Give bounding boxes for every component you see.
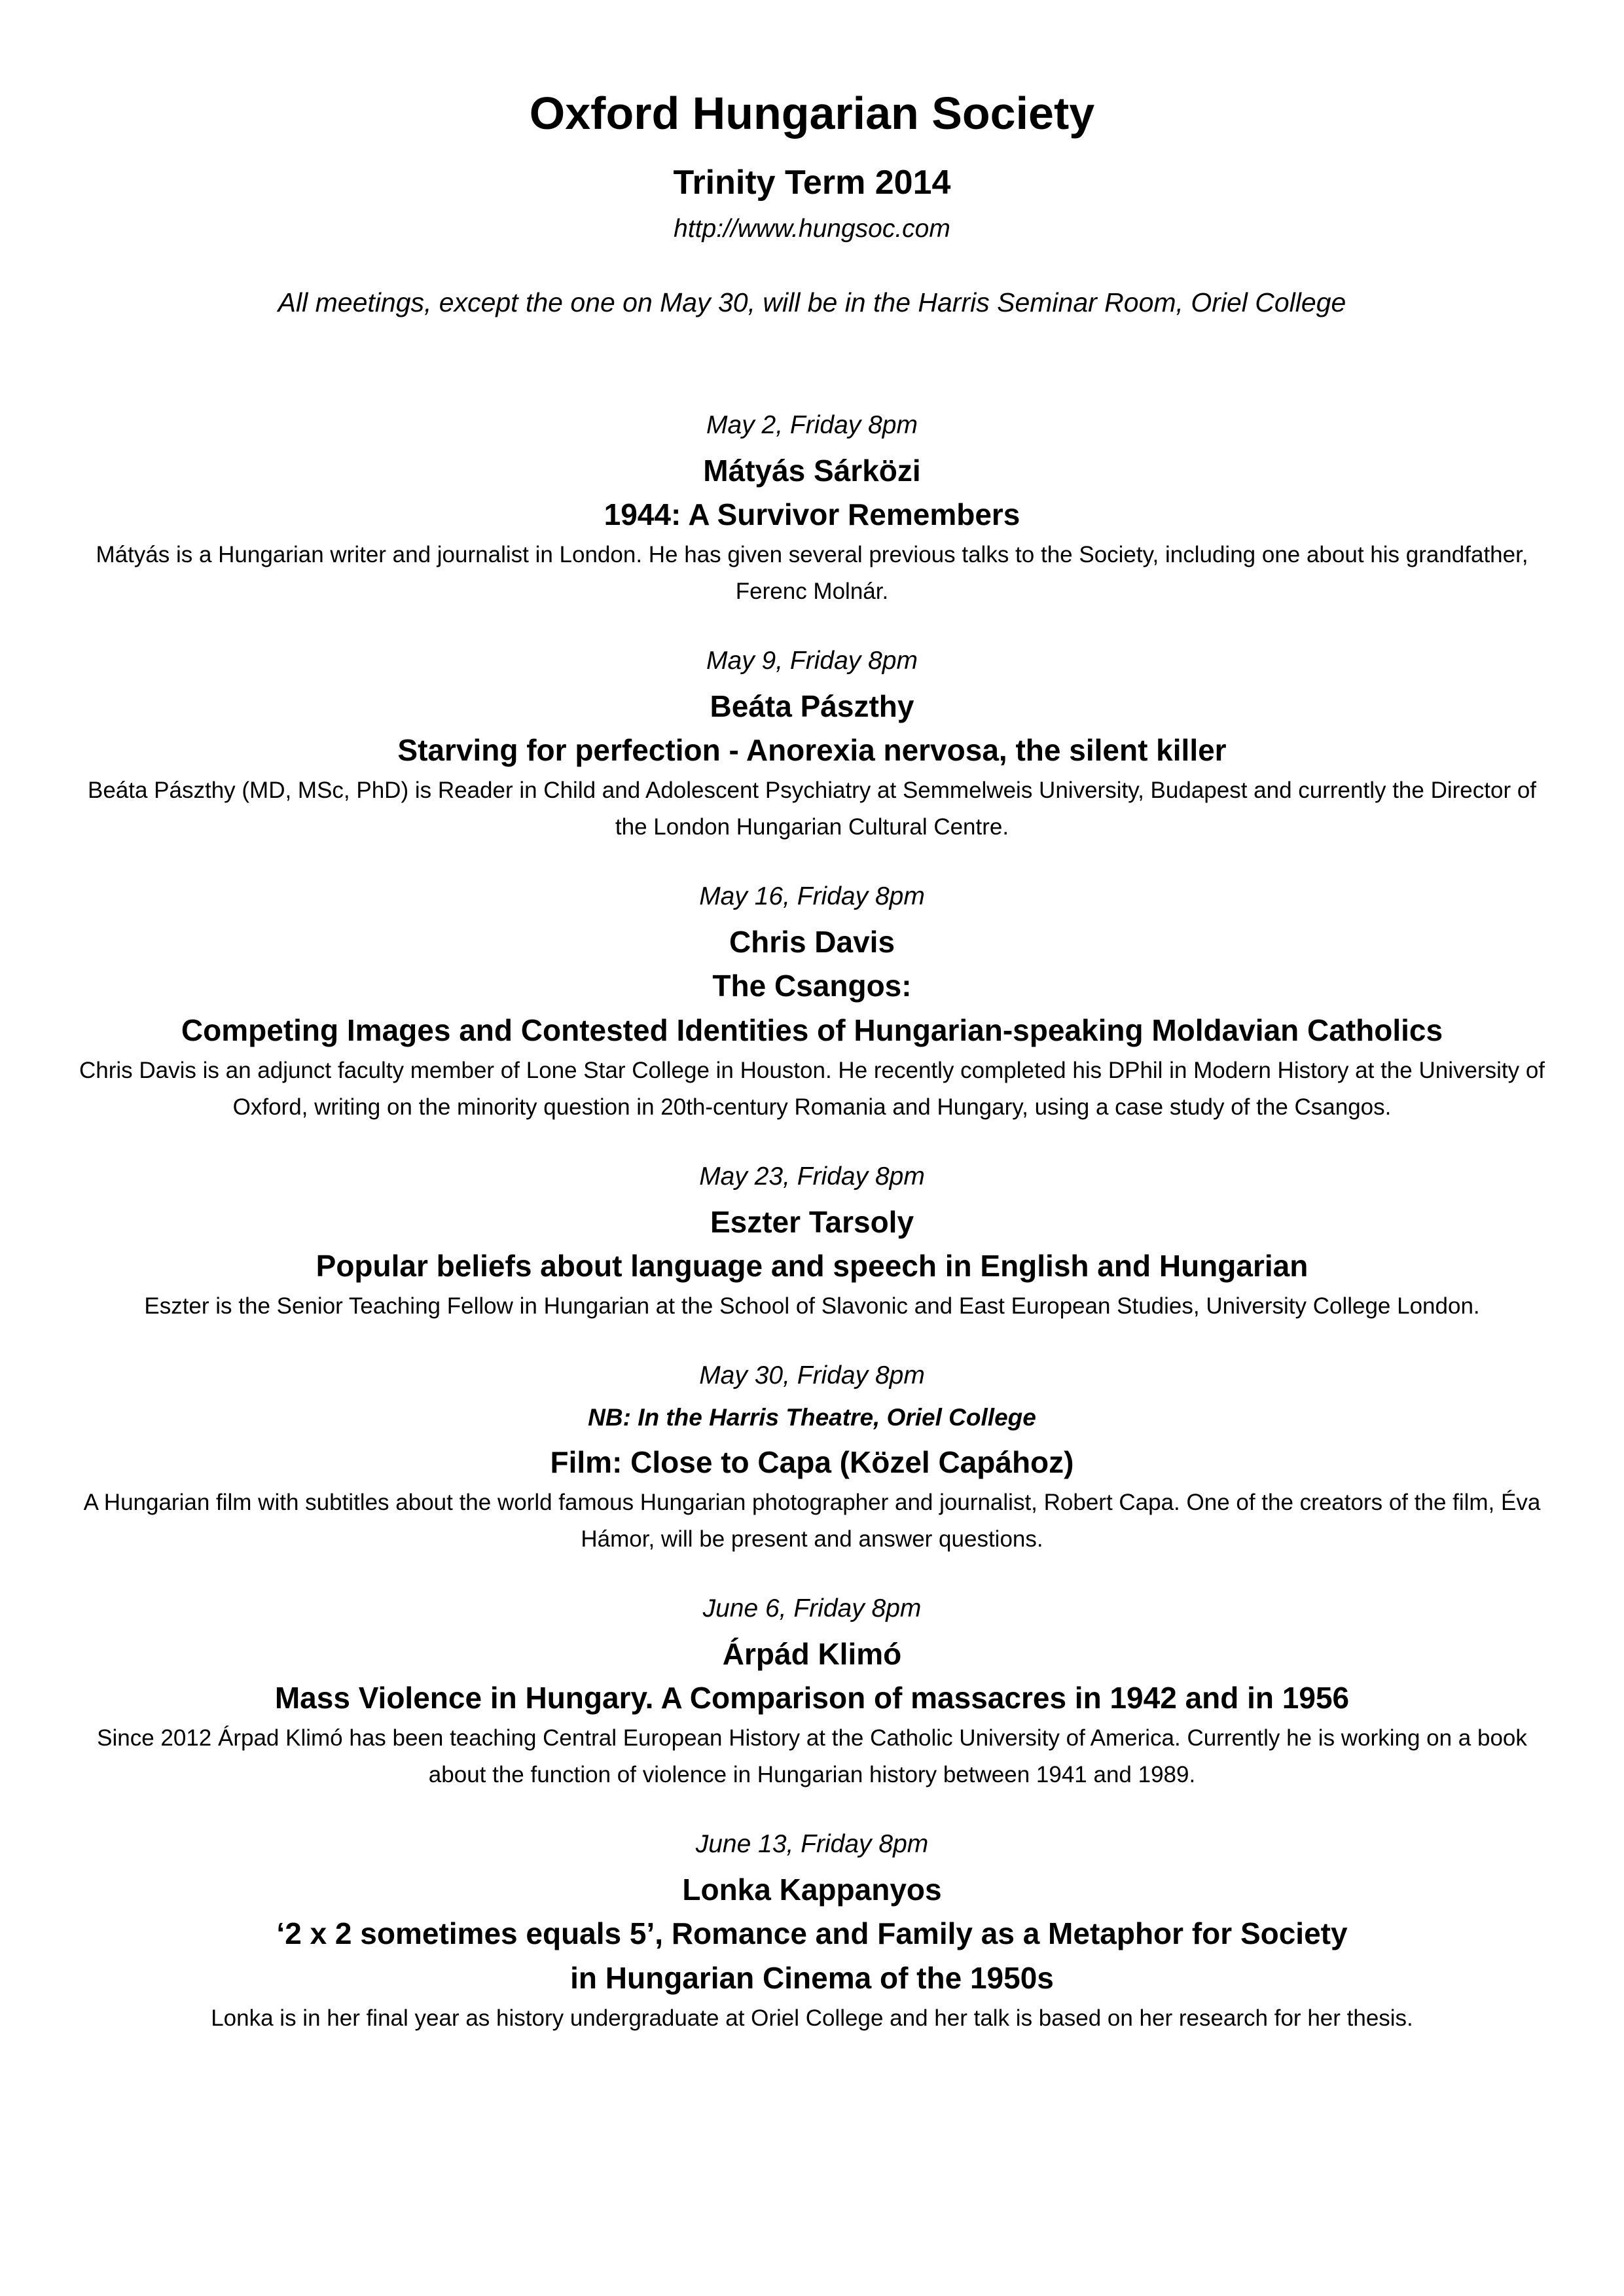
event-date: May 23, Friday 8pm [699,1162,925,1191]
event-item [79,1590,1545,1793]
meetings-location-note: All meetings, except the one on May 30, will be in the Harris Seminar Room, Oriel College [278,287,1346,317]
event-speaker: Árpád Klimó [722,1637,902,1671]
event-title: in Hungarian Cinema of the 1950s [570,1961,1054,1995]
event-title: Popular beliefs about language and speech in English and Hungarian [316,1249,1308,1283]
event-date: June 13, Friday 8pm [695,1830,929,1858]
event-item [79,1826,1545,2037]
events-list [79,407,1545,2037]
event-title: The Csangos: [712,969,912,1003]
event-title: Mass Violence in Hungary. A Comparison of massacres in 1942 and in 1956 [274,1681,1350,1715]
event-description: Eszter is the Senior Teaching Fellow in Hungarian at the School of Slavonic and East European Studies, University College London. [144,1293,1480,1319]
event-title: ‘2 x 2 sometimes equals 5’, Romance and Family as a Metaphor for Society [276,1916,1348,1950]
event-speaker: Chris Davis [729,925,895,959]
event-venue-note: NB: In the Harris Theatre, Oriel College [588,1404,1036,1431]
event-description: A Hungarian film with subtitles about the world famous Hungarian photographer and journalist, Robert Capa. One of the creators of the film, Éva Hámor, will be present and answer questions. [83,1490,1541,1552]
event-item [79,643,1545,846]
event-item [79,407,1545,610]
event-speaker: Eszter Tarsoly [710,1205,914,1239]
event-description: Chris Davis is an adjunct faculty member of Lone Star College in Houston. He recently completed his DPhil in Modern History at the University of Oxford, writing on the minority question in 20th-century Romania and Hungary, using a case study of the Csangos. [79,1058,1545,1120]
event-date: May 16, Friday 8pm [699,882,925,910]
event-description: Lonka is in her final year as history undergraduate at Oriel College and her talk is based on her research for her thesis. [211,2005,1413,2031]
event-date: May 30, Friday 8pm [699,1361,925,1390]
event-speaker: Mátyás Sárközi [703,454,921,488]
event-title: Starving for perfection - Anorexia nervosa, the silent killer [397,733,1227,767]
event-date: June 6, Friday 8pm [702,1594,922,1623]
term-subtitle: Trinity Term 2014 [673,164,951,202]
event-speaker: Beáta Pászthy [710,689,914,723]
event-description: Since 2012 Árpad Klimó has been teaching Central European History at the Catholic University of America. Currently he is working on a book about the function of violence in Hungarian history between 1941 and 1989. [97,1725,1527,1787]
event-description: Beáta Pászthy (MD, MSc, PhD) is Reader in Child and Adolescent Psychiatry at Semmelweis University, Budapest and currently the Director of the London Hungarian Cultural Centre. [87,778,1537,840]
event-item [79,1357,1545,1558]
document-title: Oxford Hungarian Society [529,88,1095,139]
event-speaker: Lonka Kappanyos [682,1873,942,1907]
event-date: May 2, Friday 8pm [706,411,918,439]
event-title: Film: Close to Capa (Közel Capához) [550,1445,1074,1479]
event-date: May 9, Friday 8pm [706,647,918,675]
event-item [79,1158,1545,1325]
event-description: Mátyás is a Hungarian writer and journalist in London. He has given several previous talks to the Society, including one about his grandfather, Ferenc Molnár. [96,542,1528,604]
event-title: 1944: A Survivor Remembers [604,497,1020,531]
event-item [79,878,1545,1126]
event-title: Competing Images and Contested Identities of Hungarian-speaking Moldavian Catholics [181,1013,1443,1047]
society-url: http://www.hungsoc.com [674,215,950,243]
